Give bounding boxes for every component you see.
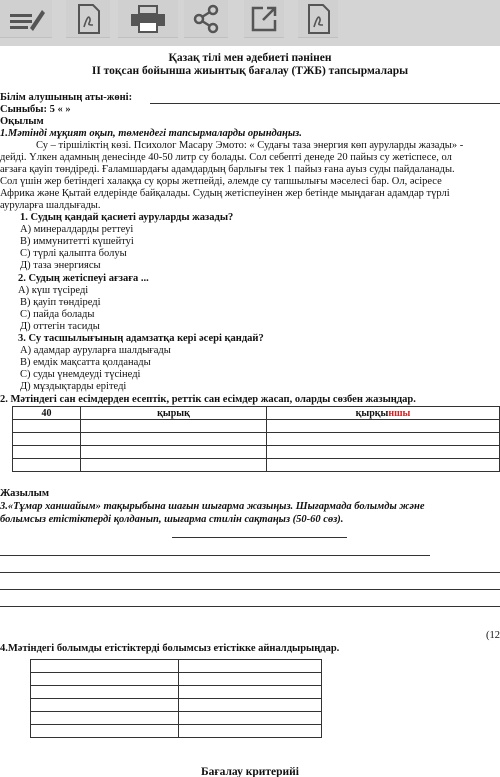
- question-1: 1. Судың қандай қасиеті ауруларды жазады?: [20, 212, 234, 223]
- task-3-instruction-2: болымсыз етістіктерді қолданып, шығарма стилін сақтаңыз (50-60 сөз).: [0, 514, 344, 525]
- answer-line: [172, 537, 347, 538]
- text-line: ағзаға қауіп төндіреді. Ғаламшардағы адамдардың барлығы тек 1 пайыз ғана ауыз суды пайдаланады.: [0, 164, 455, 175]
- student-name-label: Білім алушының аты-жөні:: [0, 92, 133, 103]
- header-suffix: ншы: [388, 407, 411, 419]
- table-cell[interactable]: [31, 660, 179, 673]
- task-2-table: [12, 406, 500, 472]
- printer-icon: [127, 4, 169, 34]
- table-row: [31, 699, 322, 712]
- question-3: 3. Су тасшылығының адамзатқа кері әсері қандай?: [18, 333, 264, 344]
- title-line-1: Қазақ тілі мен әдебиеті пәнінен: [168, 52, 332, 64]
- table-cell[interactable]: [31, 725, 179, 738]
- acrobat-button[interactable]: [66, 0, 110, 38]
- table-cell[interactable]: [267, 433, 500, 446]
- table-cell[interactable]: [267, 420, 500, 433]
- task-4-instruction: 4.Мәтіндегі болымды етістіктерді болымсыз етістікке айналдырыңдар.: [0, 643, 340, 654]
- text-line: дейді. Үлкен адамның денесінде 40-50 литр су болады. Сол себепті денеде 20 пайыз су жетіспесе, ол: [0, 152, 452, 163]
- task-1-instruction: 1.Мәтінді мұқият оқып, төмендегі тапсырмаларды орындаңыз.: [0, 128, 302, 139]
- option: С) пайда болады: [20, 309, 95, 320]
- table-cell[interactable]: [81, 420, 267, 433]
- option: А) минералдарды реттеуі: [20, 224, 134, 235]
- table-header: [267, 407, 500, 420]
- toolbar: [0, 0, 500, 46]
- criteria-heading: Бағалау критерийі: [201, 766, 299, 777]
- share-icon: [191, 4, 221, 34]
- table-row: [31, 660, 322, 673]
- table-cell[interactable]: [81, 446, 267, 459]
- pdf-file-icon: [73, 3, 103, 35]
- table-cell[interactable]: [179, 660, 322, 673]
- table-cell[interactable]: [267, 446, 500, 459]
- table-row: [13, 420, 500, 433]
- option: В) иммунитетті күшейтуі: [20, 236, 134, 247]
- table-header: қырық: [81, 407, 267, 420]
- option: Д) мұздықтарды ерітеді: [20, 381, 127, 392]
- table-cell[interactable]: [13, 433, 81, 446]
- edit-icon: [6, 4, 46, 34]
- table-cell[interactable]: [31, 686, 179, 699]
- option: С) суды үнемдеуді түсінеді: [20, 369, 141, 380]
- answer-line: [0, 555, 430, 556]
- page-mark: (12: [486, 630, 500, 641]
- task-2-instruction: 2. Мәтіндегі сан есімдерден есептік, реттік сан есімдер жасап, оларды сөзбен жазыңдар.: [0, 394, 416, 405]
- table-cell[interactable]: [31, 699, 179, 712]
- answer-line: [0, 606, 500, 607]
- print-button[interactable]: [118, 0, 178, 38]
- table-row: [31, 712, 322, 725]
- table-cell[interactable]: [267, 459, 500, 472]
- edit-button[interactable]: [0, 0, 52, 38]
- text-line: Сол үшін жер бетіндегі халаққа су қоры жетпейді, әлемде су тапшылығы мәселесі бар. Ол, әсіресе: [0, 176, 442, 187]
- option: Д) таза энергиясы: [20, 260, 101, 271]
- table-cell[interactable]: [31, 712, 179, 725]
- export-pdf-button[interactable]: [298, 0, 338, 38]
- text-line: ауруларға шалдығады.: [0, 200, 101, 211]
- document-page: [0, 46, 500, 777]
- table-cell[interactable]: [179, 673, 322, 686]
- share-button[interactable]: [184, 0, 228, 38]
- external-link-icon: [249, 4, 279, 34]
- option: Д) оттегін тасиды: [20, 321, 100, 332]
- table-row: [13, 446, 500, 459]
- option: А) адамдар ауруларға шалдығады: [20, 345, 171, 356]
- text-line: Африка және Қытай елдерінде байқалады. Судың жетіспеуінен жер бетінде мыңдаған адамдар түрлі: [0, 188, 450, 199]
- option: А) күш түсіреді: [18, 285, 89, 296]
- option: В) қауіп төндіреді: [20, 297, 101, 308]
- text-line: Су – тіршіліктің көзі. Психолог Масару Эмото: « Судағы таза энергия көп ауруларды жазады» -: [36, 140, 464, 151]
- table-cell[interactable]: [179, 712, 322, 725]
- reading-section-title: Оқылым: [0, 116, 44, 127]
- name-underline: [150, 103, 500, 104]
- table-cell[interactable]: [81, 459, 267, 472]
- option: С) түрлі қалыпта болуы: [20, 248, 127, 259]
- task-3-instruction-1: 3.«Тұмар ханшайым» тақырыбына шағын шығарма жазыңыз. Шығармада болымды және: [0, 501, 425, 512]
- table-cell[interactable]: [179, 699, 322, 712]
- table-row: [13, 433, 500, 446]
- question-2: 2. Судың жетіспеуі ағзаға ...: [18, 273, 149, 284]
- table-cell[interactable]: [31, 673, 179, 686]
- writing-section-title: Жазылым: [0, 488, 50, 499]
- table-cell[interactable]: [13, 459, 81, 472]
- title-line-2: ІІ тоқсан бойынша жиынтық бағалау (ТЖБ) тапсырмалары: [91, 65, 409, 77]
- table-cell[interactable]: [179, 725, 322, 738]
- header-stem: қырқы: [355, 407, 389, 419]
- option: В) емдік мақсатта қолданады: [20, 357, 151, 368]
- class-label: Сыныбы: 5 « »: [0, 104, 71, 115]
- table-cell[interactable]: [179, 686, 322, 699]
- task-4-table: [30, 659, 322, 738]
- table-header: 40: [13, 407, 81, 420]
- table-row: [13, 459, 500, 472]
- table-row: [31, 673, 322, 686]
- table-cell[interactable]: [13, 446, 81, 459]
- answer-line: [0, 589, 500, 590]
- open-external-button[interactable]: [244, 0, 284, 38]
- pdf-export-icon: [303, 3, 333, 35]
- table-cell[interactable]: [81, 433, 267, 446]
- table-cell[interactable]: [13, 420, 81, 433]
- table-row: [31, 725, 322, 738]
- table-row: [31, 686, 322, 699]
- answer-line: [0, 572, 500, 573]
